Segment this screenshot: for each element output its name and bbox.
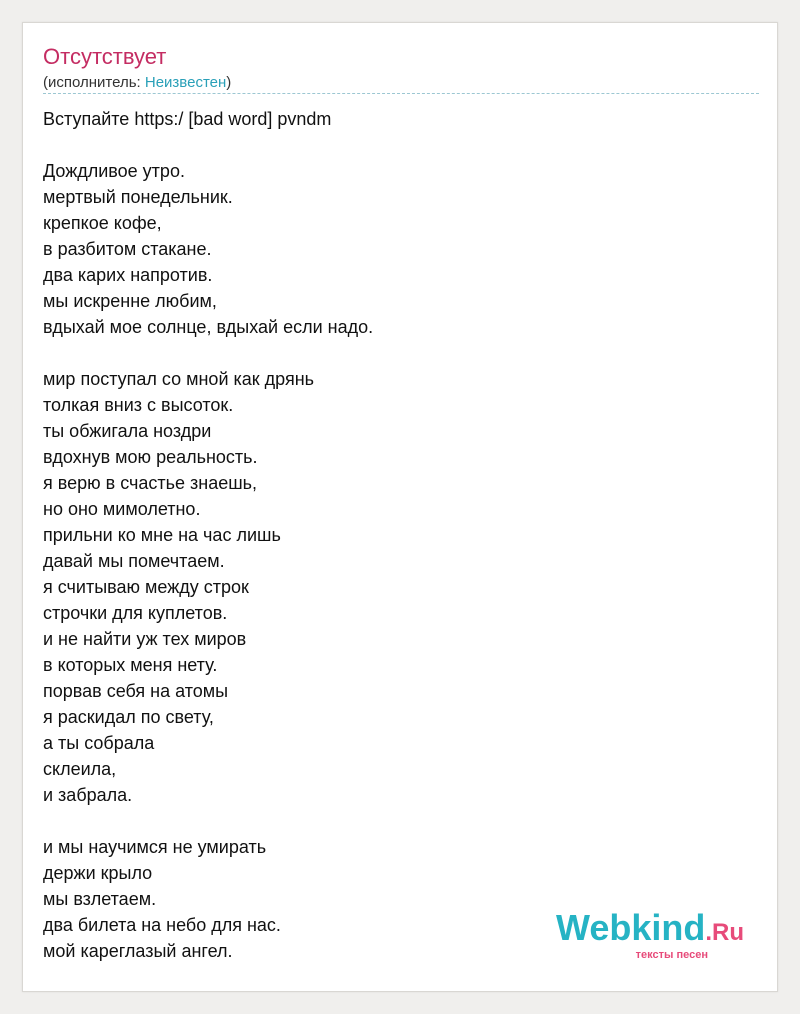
lyric-line: Дождливое утро. — [43, 161, 185, 181]
site-logo[interactable] — [555, 907, 744, 961]
lyric-line: толкая вниз с высоток. — [43, 395, 234, 415]
title-divider — [43, 93, 759, 94]
song-title: Отсутствует — [43, 44, 167, 69]
logo-tagline: тексты песен — [635, 949, 708, 961]
artist-line — [43, 73, 231, 93]
lyric-line: порвав себя на атомы — [43, 681, 229, 701]
lyric-line: держи крыло — [43, 863, 153, 883]
artist-suffix: ) — [226, 74, 232, 91]
lyric-line: и мы научимся не умирать — [43, 837, 267, 857]
lyric-line: и забрала. — [43, 785, 133, 805]
logo-main-text: Webkind — [555, 907, 706, 948]
lyric-line: мой кареглазый ангел. — [43, 941, 233, 961]
logo-wordmark — [555, 907, 744, 951]
lyric-line: и не найти уж тех миров — [43, 629, 247, 649]
lyric-line: мы искренне любим, — [43, 291, 217, 311]
lyric-line: но оно мимолетно. — [43, 499, 201, 519]
lyric-line: два билета на небо для нас. — [43, 915, 281, 935]
lyric-line: вдохнув мою реальность. — [43, 447, 258, 467]
lyric-line: Вступайте https:/ [bad word] pvndm — [43, 109, 332, 129]
stanza-break — [43, 808, 759, 834]
lyric-line: я раскидал по свету, — [43, 707, 214, 727]
lyric-line: в разбитом стакане. — [43, 239, 212, 259]
stanza-break — [43, 340, 759, 366]
lyric-line: в которых меня нету. — [43, 655, 218, 675]
lyric-line: прильни ко мне на час лишь — [43, 525, 281, 545]
lyric-line: я считываю между строк — [43, 577, 249, 597]
artist-link[interactable]: Неизвестен — [144, 74, 227, 91]
lyric-line: мир поступал со мной как дрянь — [43, 369, 315, 389]
lyric-line: вдыхай мое солнце, вдыхай если надо. — [43, 317, 374, 337]
lyrics-card — [22, 22, 778, 992]
lyric-line: я верю в счастье знаешь, — [43, 473, 258, 493]
lyric-line: два карих напротив. — [43, 265, 213, 285]
lyrics-text — [43, 106, 759, 964]
lyric-line: склеила, — [43, 759, 117, 779]
stanza-break — [43, 132, 759, 158]
lyric-line: давай мы помечтаем. — [43, 551, 225, 571]
logo-domain: .Ru — [705, 919, 744, 946]
lyric-line: ты обжигала ноздри — [43, 421, 212, 441]
lyric-line: строчки для куплетов. — [43, 603, 228, 623]
lyric-line: мертвый понедельник. — [43, 187, 233, 207]
lyric-line: крепкое кофе, — [43, 213, 162, 233]
lyric-line: а ты собрала — [43, 733, 155, 753]
artist-prefix: (исполнитель: — [43, 74, 145, 91]
lyric-line: мы взлетаем. — [43, 889, 157, 909]
